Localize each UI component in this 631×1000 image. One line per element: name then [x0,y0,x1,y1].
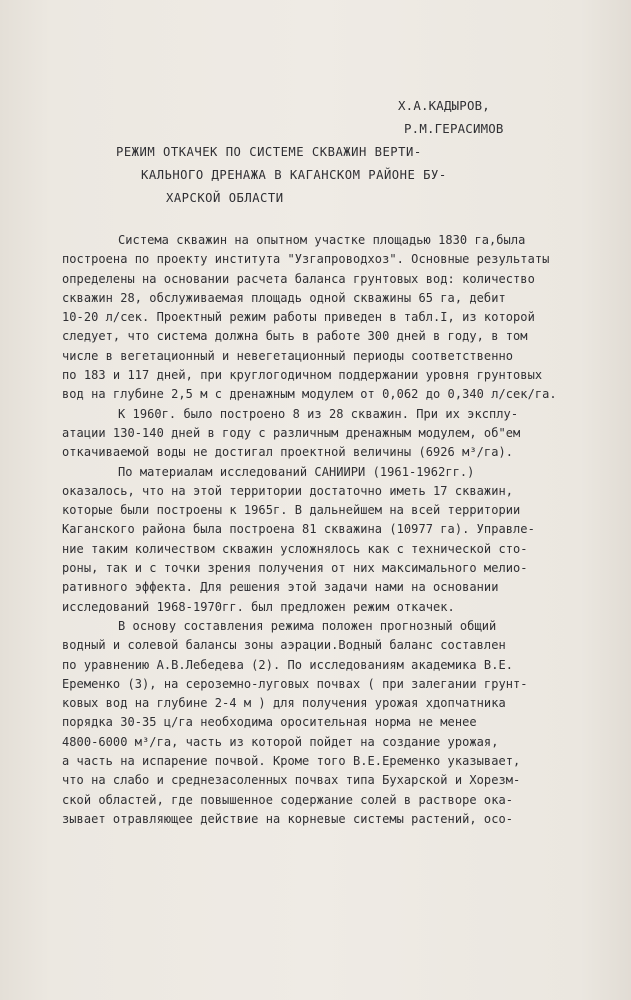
body-line: числе в вегетационный и невегетационный периоды соответственно [62,348,514,363]
body-line: скважин 28, обслуживаемая площадь одной скважины 65 га, дебит [62,290,506,305]
body-line: ние таким количеством скважин усложнялось как с технической сто- [62,541,528,556]
title-line: РЕЖИМ ОТКАЧЕК ПО СИСТЕМЕ СКВАЖИН ВЕРТИ- [116,145,422,159]
body-line: водный и солевой балансы зоны аэрации.Водный баланс составлен [62,638,506,653]
title-line: ХАРСКОЙ ОБЛАСТИ [166,191,284,205]
body-line: исследований 1968-1970гг. был предложен режим откачек. [62,599,455,614]
body-line: Еременко (3), на сероземно-луговых почвах ( при залегании грунт- [62,676,528,691]
body-line: откачиваемой воды не достигал проектной величины (6926 м³/га). [62,445,514,460]
body-line: По материалам исследований САНИИРИ (1961-1962гг.) [118,464,475,479]
author-name: Х.А.КАДЫРОВ, [398,98,490,113]
body-text [62,231,622,829]
authors-block [398,94,504,140]
body-line: В основу составления режима положен прогнозный общий [118,618,497,633]
body-line: порядка 30-35 ц/га необходима оросительная норма не менее [62,715,477,730]
body-line: ской областей, где повышенное содержание солей в растворе ока- [62,792,514,807]
body-line: 4800-6000 м³/га, часть из которой пойдет на создание урожая, [62,734,499,749]
body-line: зывает отравляющее действие на корневые системы растений, осо- [62,811,514,826]
body-line: по уравнению А.В.Лебедева (2). По исследованиям академика В.Е. [62,657,514,672]
body-line: роны, так и с точки зрения получения от них максимального мелио- [62,561,528,576]
body-line: ковых вод на глубине 2-4 м ) для получения урожая хдопчатника [62,696,506,711]
title-line: КАЛЬНОГО ДРЕНАЖА В КАГАНСКОМ РАЙОНЕ БУ- [141,168,447,182]
body-line: построена по проекту института "Узгапроводхоз". Основные результаты [62,252,550,267]
body-line: по 183 и 117 дней, при круглогодичном поддержании уровня грунтовых [62,368,543,383]
body-line: Каганского района была построена 81 скважина (10977 га). Управле- [62,522,535,537]
body-line: а часть на испарение почвой. Кроме того В.Е.Еременко указывает, [62,754,521,769]
body-line: 10-20 л/сек. Проектный режим работы приведен в табл.I, из которой [62,310,535,325]
body-line: атации 130-140 дней в году с различным дренажным модулем, об"ем [62,425,521,440]
body-line: ративного эффекта. Для решения этой задачи нами на основании [62,580,499,595]
document-title [116,141,536,210]
body-line: следует, что система должна быть в работе 300 дней в году, в том [62,329,528,344]
body-line: Система скважин на опытном участке площадью 1830 га,была [118,233,526,247]
body-line: что на слабо и среднезасоленных почвах типа Бухарской и Хорезм- [62,773,521,788]
body-line: которые были построены к 1965г. В дальнейшем на всей территории [62,503,521,518]
author-name: Р.М.ГЕРАСИМОВ [404,121,504,136]
body-line: определены на основании расчета баланса грунтовых вод: количество [62,271,535,286]
body-line: К 1960г. было построено 8 из 28 скважин. При их эксплу- [118,406,519,421]
body-line: вод на глубине 2,5 м с дренажным модулем от 0,062 до 0,340 л/сек/га. [62,387,557,402]
body-line: оказалось, что на этой территории достаточно иметь 17 скважин, [62,483,514,498]
